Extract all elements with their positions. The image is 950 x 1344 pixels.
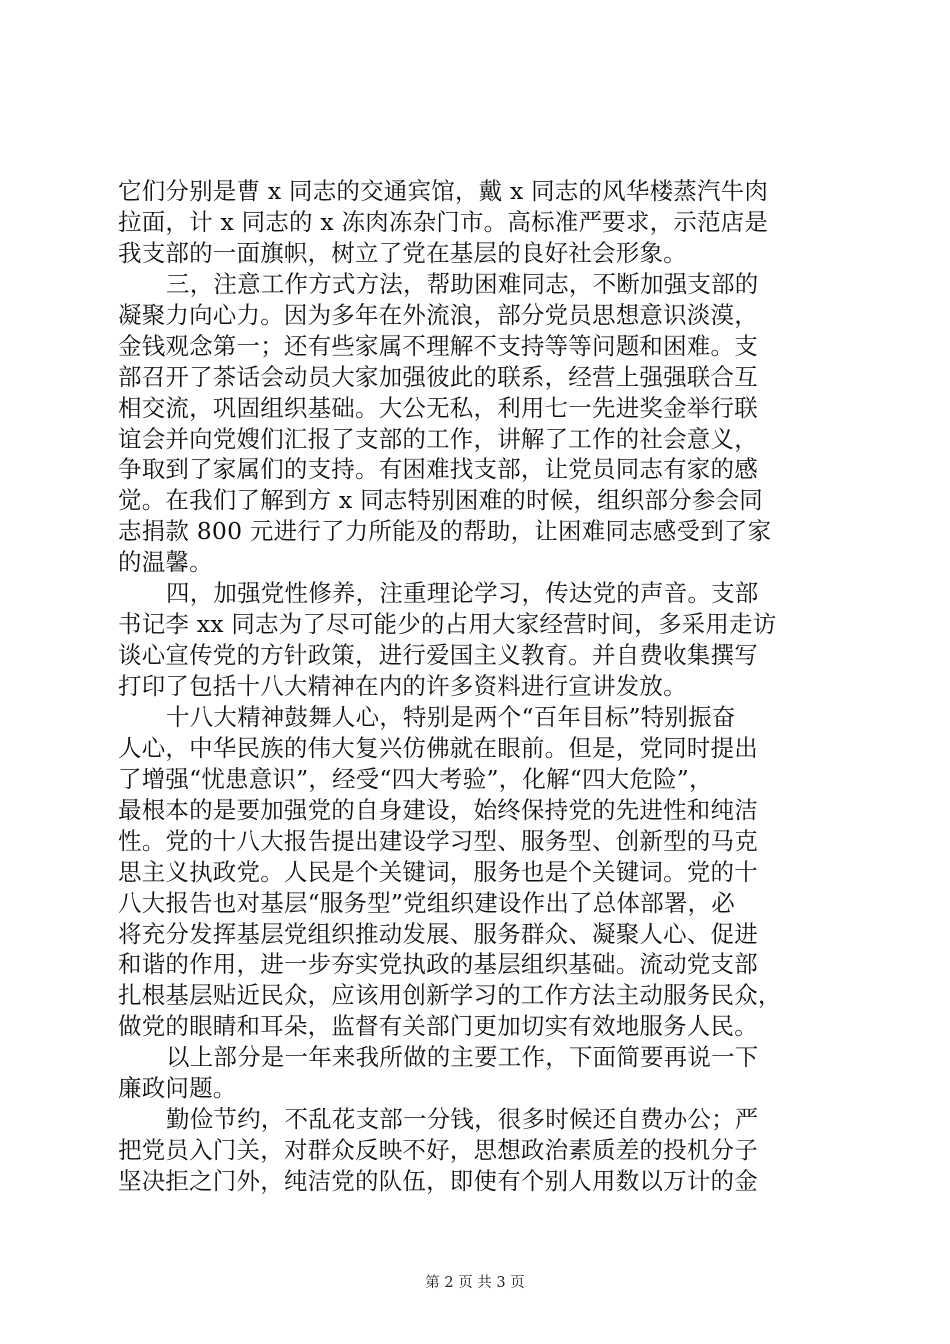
text-line: 思主义执政党。人民是个关键词，服务也是个关键词。党的十 (118, 857, 758, 886)
text-line: 拉面，计 x 同志的 x 冻肉冻杂门市。高标准严要求，示范店是 (118, 207, 769, 236)
text-line: 最根本的是要加强党的自身建设，始终保持党的先进性和纯洁 (118, 795, 758, 824)
text-line: 志捐款 800 元进行了力所能及的帮助，让困难同志感受到了家 (118, 517, 772, 546)
text-line: 八大报告也对基层“服务型”党组织建设作出了总体部署，必 (118, 888, 735, 917)
text-line: 相交流，巩固组织基础。大公无私，利用七一先进奖金举行联 (118, 393, 758, 422)
text-line: 把党员入门关，对群众反映不好，思想政治素质差的投机分子 (118, 1136, 758, 1165)
document-body (118, 176, 838, 1197)
text-line: 它们分别是曹 x 同志的交通宾馆，戴 x 同志的风华楼蒸汽牛肉 (118, 177, 769, 205)
text-line: 谈心宣传党的方针政策，进行爱国主义教育。并自费收集撰写 (118, 641, 758, 670)
text-line: 勤俭节约，不乱花支部一分钱，很多时候还自费办公；严 (166, 1105, 759, 1134)
text-line: 以上部分是一年来我所做的主要工作，下面简要再说一下 (166, 1043, 759, 1072)
text-line: 十八大精神鼓舞人心，特别是两个“百年目标”特别振奋 (166, 702, 736, 731)
text-line: 我支部的一面旗帜，树立了党在基层的良好社会形象。 (118, 238, 687, 267)
page-number-footer: 第 2 页 共 3 页 (425, 1275, 525, 1291)
text-line: 的温馨。 (118, 548, 213, 577)
text-line: 扎根基层贴近民众，应该用创新学习的工作方法主动服务民众， (118, 981, 782, 1010)
text-line: 凝聚力向心力。因为多年在外流浪，部分党员思想意识淡漠， (118, 300, 758, 329)
text-line: 和谐的作用，进一步夯实党执政的基层组织基础。流动党支部 (118, 950, 758, 979)
text-line: 金钱观念第一；还有些家属不理解不支持等等问题和困难。支 (118, 331, 758, 360)
text-line: 坚决拒之门外，纯洁党的队伍，即使有个别人用数以万计的金 (118, 1167, 758, 1195)
text-line: 性。党的十八大报告提出建设学习型、服务型、创新型的马克 (118, 826, 758, 855)
text-line: 部召开了茶话会动员大家加强彼此的联系，经营上强强联合互 (118, 362, 758, 391)
text-line: 了增强“忧患意识”，经受“四大考验”，化解“四大危险”， (118, 764, 713, 793)
text-line: 打印了包括十八大精神在内的许多资料进行宣讲发放。 (118, 672, 687, 700)
text-line: 三，注意工作方式方法，帮助困难同志，不断加强支部的 (166, 269, 759, 298)
text-line: 觉。在我们了解到方 x 同志特别困难的时候，组织部分参会同 (118, 486, 763, 515)
text-line: 将充分发挥基层党组织推动发展、服务群众、凝聚人心、促进 (118, 919, 758, 948)
text-line: 争取到了家属们的支持。有困难找支部，让党员同志有家的感 (118, 455, 758, 484)
text-line: 四，加强党性修养，注重理论学习，传达党的声音。支部 (166, 579, 759, 608)
text-line: 书记李 xx 同志为了尽可能少的占用大家经营时间，多采用走访 (118, 610, 777, 639)
text-line: 谊会并向党嫂们汇报了支部的工作，讲解了工作的社会意义， (118, 424, 758, 453)
text-line: 人心，中华民族的伟大复兴仿佛就在眼前。但是，党同时提出 (118, 733, 758, 762)
text-line: 廉政问题。 (118, 1074, 237, 1103)
text-line: 做党的眼睛和耳朵，监督有关部门更加切实有效地服务人民。 (118, 1012, 758, 1041)
